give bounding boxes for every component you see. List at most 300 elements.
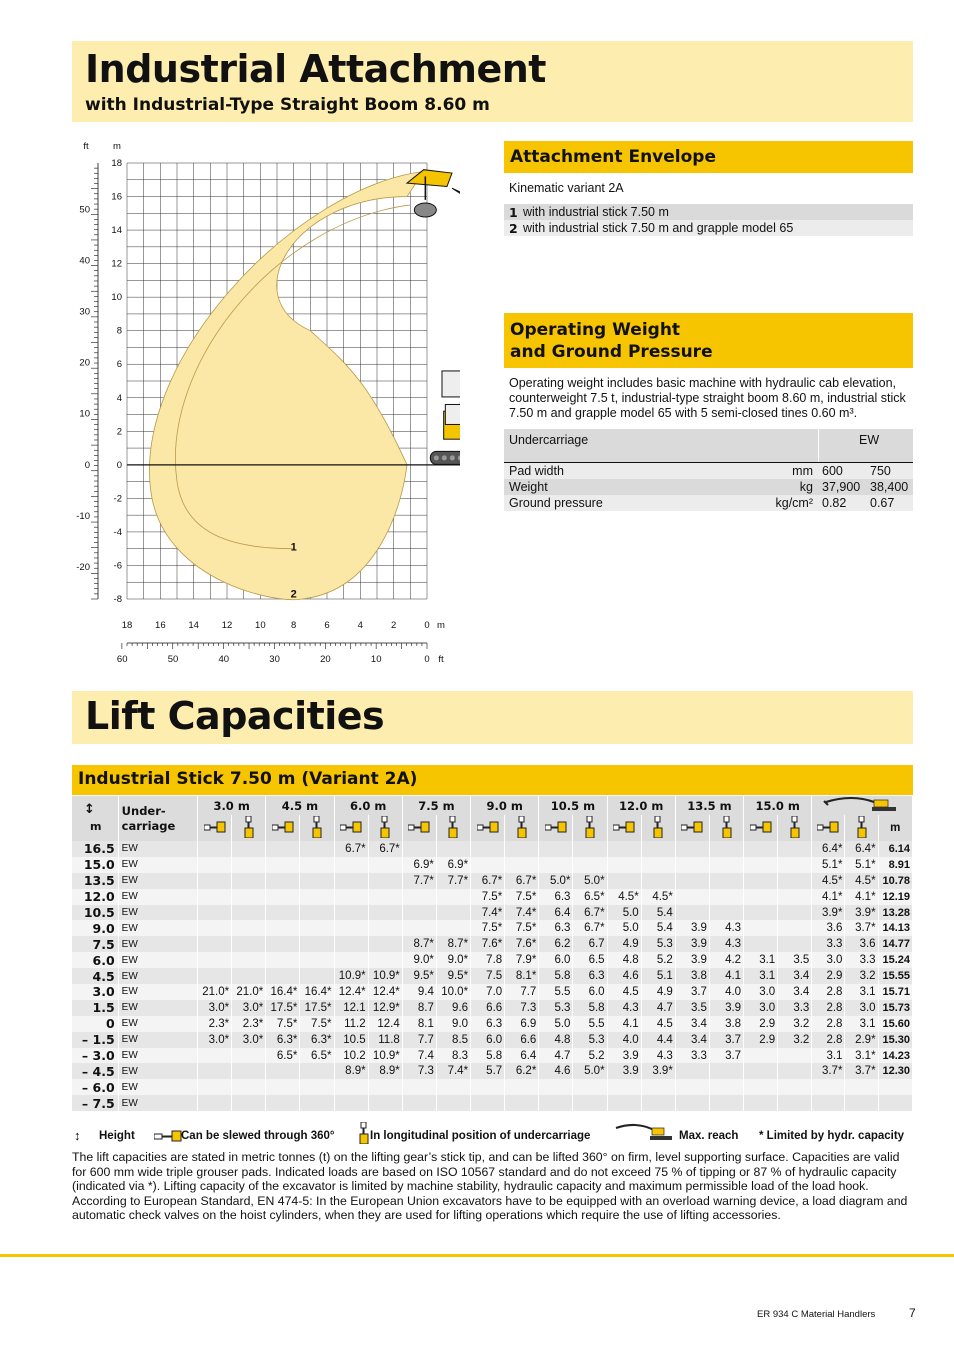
- footnote-p1: The lift capacities are stated in metric tonnes (t) on the lifting gear’s stick tip, and can be lifted 360° on firm, level supporting surface. Capacities are valid for 600 mm wide triple grouser pads. Indicated loads are based on ISO 10567 standard and do not exceed 75 % of tipping or 87 % of hydraulic capacity (indicated via *). Lifting capacity of the excavator is limited by machine stability, hydraulic capacity and maximum permissible load of the load hook.: [72, 1150, 900, 1194]
- capacity-cell: 3.7: [709, 1048, 743, 1064]
- capacity-cell: [573, 1079, 607, 1095]
- capacity-cell: 7.5*: [505, 920, 539, 936]
- attachment-envelope-diagram: [60, 135, 460, 670]
- radius-header: 12.0 m: [607, 796, 675, 815]
- ground-pressure-1: 0.82: [822, 496, 847, 510]
- table-row: [72, 857, 913, 873]
- y-tick-m: 12: [111, 258, 122, 270]
- footer-doc-title: ER 934 C Material Handlers: [757, 1309, 876, 1320]
- capacity-cell: [300, 936, 334, 952]
- capacity-cell: [539, 841, 573, 857]
- height-column-header: ↕ m: [72, 796, 118, 841]
- capacity-cell: 21.0*: [197, 984, 231, 1000]
- y-tick-ft: 40: [79, 255, 90, 267]
- capacity-cell: 7.4: [402, 1048, 436, 1064]
- y-tick-ft: 30: [79, 306, 90, 318]
- x-tick-ft: 20: [320, 654, 331, 665]
- capacity-cell: [232, 857, 266, 873]
- capacity-cell: [607, 857, 641, 873]
- capacity-cell: 3.1: [812, 1048, 845, 1064]
- capacity-cell: [402, 841, 436, 857]
- undercarriage-cell: EW: [118, 1048, 197, 1064]
- capacity-cell: [539, 857, 573, 873]
- title-band: [72, 41, 913, 122]
- undercarriage-column-header: Under- carriage: [118, 796, 197, 841]
- slew-icon: [204, 821, 226, 833]
- max-reach-cell: 10.78: [878, 873, 912, 889]
- capacity-cell: 3.6: [845, 936, 878, 952]
- capacity-cell: 4.6: [607, 968, 641, 984]
- slew-column-header: [266, 815, 300, 841]
- capacity-cell: 3.0: [744, 1000, 778, 1016]
- capacity-cell: [197, 857, 231, 873]
- capacity-cell: [232, 968, 266, 984]
- capacity-cell: [505, 857, 539, 873]
- height-cell: 16.5: [72, 841, 118, 857]
- y-tick-ft: 20: [79, 357, 90, 369]
- capacity-cell: 4.5*: [845, 873, 878, 889]
- radius-header: 6.0 m: [334, 796, 402, 815]
- capacity-cell: [197, 905, 231, 921]
- capacity-cell: [778, 841, 812, 857]
- capacity-cell: 6.3: [471, 1016, 505, 1032]
- undercarriage-cell: EW: [118, 936, 197, 952]
- capacity-cell: [368, 920, 402, 936]
- slew-icon: [750, 821, 772, 833]
- capacity-cell: 4.7: [539, 1048, 573, 1064]
- y-tick-m: 4: [116, 392, 122, 404]
- capacity-cell: 5.7: [471, 1063, 505, 1079]
- capacity-cell: 4.7: [641, 1000, 675, 1016]
- table-row: [72, 905, 913, 921]
- y-tick-ft: 10: [79, 408, 90, 420]
- capacity-cell: 3.9: [675, 936, 709, 952]
- capacity-cell: 7.8: [471, 952, 505, 968]
- capacity-cell: [368, 905, 402, 921]
- height-cell: 10.5: [72, 905, 118, 921]
- capacity-cell: [266, 1063, 300, 1079]
- undercarriage-cell: EW: [118, 1032, 197, 1048]
- capacity-cell: 8.3: [436, 1048, 470, 1064]
- curve-label-2: 2: [290, 588, 297, 601]
- radius-header: 4.5 m: [266, 796, 334, 815]
- table-row: [72, 1048, 913, 1064]
- longitudinal-column-header: [505, 815, 539, 841]
- capacity-cell: 5.0: [607, 905, 641, 921]
- radius-header: 15.0 m: [744, 796, 812, 815]
- table-row: [72, 841, 913, 857]
- capacity-cell: [436, 841, 470, 857]
- capacity-cell: [197, 841, 231, 857]
- pad-width-750: 750: [870, 464, 891, 478]
- capacity-cell: 3.1: [744, 968, 778, 984]
- capacity-cell: 7.5*: [300, 1016, 334, 1032]
- capacity-cell: [232, 905, 266, 921]
- capacity-cell: [300, 920, 334, 936]
- capacity-cell: 4.9: [641, 984, 675, 1000]
- height-icon: ↕: [84, 802, 95, 817]
- undercarriage-cell: EW: [118, 968, 197, 984]
- longitudinal-column-header: [573, 815, 607, 841]
- capacity-cell: [266, 857, 300, 873]
- capacity-cell: 11.2: [334, 1016, 368, 1032]
- capacity-cell: 3.2: [845, 968, 878, 984]
- capacity-cell: [812, 1079, 845, 1095]
- ground-pressure-label: Ground pressure: [509, 496, 603, 510]
- capacity-cell: [197, 1095, 231, 1111]
- capacity-cell: 8.7*: [436, 936, 470, 952]
- capacity-cell: 6.5*: [266, 1048, 300, 1064]
- capacity-cell: [505, 1095, 539, 1111]
- capacity-cell: [402, 1095, 436, 1111]
- capacity-cell: 3.1: [845, 984, 878, 1000]
- capacity-cell: 4.8: [539, 1032, 573, 1048]
- longitudinal-column-header: [436, 815, 470, 841]
- capacity-cell: 3.4: [778, 984, 812, 1000]
- x-tick-ft: 50: [167, 654, 179, 665]
- capacity-cell: 10.9*: [368, 1048, 402, 1064]
- capacity-cell: [197, 873, 231, 889]
- capacity-cell: 4.9: [607, 936, 641, 952]
- height-cell: 7.5: [72, 936, 118, 952]
- height-cell: 1.5: [72, 1000, 118, 1016]
- capacity-cell: [266, 889, 300, 905]
- capacity-cell: 4.3: [641, 1048, 675, 1064]
- longitudinal-icon: [517, 816, 527, 838]
- capacity-cell: [266, 905, 300, 921]
- capacity-cell: [778, 1048, 812, 1064]
- capacity-cell: 2.8: [812, 1000, 845, 1016]
- capacity-cell: 6.7: [573, 936, 607, 952]
- table-row: [72, 920, 913, 936]
- capacity-cell: 12.9*: [368, 1000, 402, 1016]
- y-tick-ft: 0: [84, 459, 90, 471]
- capacity-cell: [266, 968, 300, 984]
- capacity-cell: [197, 968, 231, 984]
- y-tick-m: 14: [111, 225, 122, 237]
- capacity-cell: 3.2: [778, 1032, 812, 1048]
- max-reach-cell: 15.24: [878, 952, 912, 968]
- capacity-cell: 17.5*: [300, 1000, 334, 1016]
- capacity-cell: 4.2: [709, 952, 743, 968]
- table-row: [72, 936, 913, 952]
- undercarriage-cell: EW: [118, 1016, 197, 1032]
- capacity-cell: [197, 889, 231, 905]
- capacity-cell: 6.4*: [845, 841, 878, 857]
- radius-header: 10.5 m: [539, 796, 607, 815]
- capacity-cell: [300, 1079, 334, 1095]
- capacity-cell: 5.0*: [539, 873, 573, 889]
- x-tick-ft: 0: [424, 654, 430, 665]
- capacity-cell: 3.0: [845, 1000, 878, 1016]
- slew-column-header: [471, 815, 505, 841]
- operating-weight-description: Operating weight includes basic machine with hydraulic cab elevation, counterweight 7.5 t, industrial-type straight boom 8.60 m, industrial stick 7.50 m and grapple model 65 with 5 semi-closed tines 0.60 m³.: [509, 376, 906, 420]
- capacity-cell: 6.3*: [266, 1032, 300, 1048]
- capacity-cell: 12.4*: [334, 984, 368, 1000]
- longitudinal-icon: [857, 816, 867, 838]
- slew-column-header: [675, 815, 709, 841]
- slew-icon: [477, 821, 499, 833]
- capacity-cell: [300, 1095, 334, 1111]
- undercarriage-cell: EW: [118, 1000, 197, 1016]
- capacity-cell: 8.7*: [402, 936, 436, 952]
- capacity-cell: [675, 857, 709, 873]
- capacity-cell: 3.0*: [197, 1032, 231, 1048]
- capacity-cell: 8.9*: [334, 1063, 368, 1079]
- capacity-cell: 2.9: [744, 1032, 778, 1048]
- capacity-cell: [845, 1095, 878, 1111]
- capacity-cell: 6.5*: [300, 1048, 334, 1064]
- capacity-cell: [232, 889, 266, 905]
- capacity-cell: 3.1*: [845, 1048, 878, 1064]
- capacity-cell: 4.5*: [812, 873, 845, 889]
- longitudinal-icon: [653, 816, 663, 838]
- table-row: [72, 873, 913, 889]
- undercarriage-cell: EW: [118, 873, 197, 889]
- capacity-cell: 3.3: [675, 1048, 709, 1064]
- capacity-cell: 4.0: [709, 984, 743, 1000]
- capacity-cell: 17.5*: [266, 1000, 300, 1016]
- max-reach-cell: 12.30: [878, 1063, 912, 1079]
- capacity-cell: 3.7*: [812, 1063, 845, 1079]
- radius-header: 9.0 m: [471, 796, 539, 815]
- capacity-cell: 12.4: [368, 1016, 402, 1032]
- capacity-cell: [368, 1079, 402, 1095]
- capacity-cell: [300, 1063, 334, 1079]
- capacity-cell: [232, 1048, 266, 1064]
- slew-icon: [681, 821, 703, 833]
- capacity-cell: [402, 920, 436, 936]
- y-tick-m: 2: [116, 426, 122, 438]
- capacity-cell: 6.3: [539, 920, 573, 936]
- max-reach-cell: 14.23: [878, 1048, 912, 1064]
- capacity-cell: 3.7: [709, 1032, 743, 1048]
- capacity-cell: 3.0: [744, 984, 778, 1000]
- capacity-cell: [675, 1095, 709, 1111]
- capacity-cell: 7.5*: [471, 889, 505, 905]
- legend-limited: * Limited by hydr. capacity: [759, 1130, 905, 1142]
- longitudinal-column-header: [368, 815, 402, 841]
- longitudinal-column-header: [641, 815, 675, 841]
- capacity-cell: 6.9*: [436, 857, 470, 873]
- capacity-cell: 6.6: [471, 1000, 505, 1016]
- x-tick-ft: 10: [370, 654, 382, 665]
- capacity-cell: [675, 873, 709, 889]
- capacity-cell: [197, 920, 231, 936]
- capacity-cell: 4.6: [539, 1063, 573, 1079]
- capacity-cell: 6.2: [539, 936, 573, 952]
- capacity-cell: [197, 1063, 231, 1079]
- capacity-cell: 5.5: [573, 1016, 607, 1032]
- capacity-cell: 4.1: [607, 1016, 641, 1032]
- capacity-cell: [334, 889, 368, 905]
- weight-value-1: 37,900: [822, 480, 861, 494]
- capacity-cell: 3.1: [845, 1016, 878, 1032]
- capacity-cell: [368, 889, 402, 905]
- capacity-cell: 3.9*: [812, 905, 845, 921]
- capacity-cell: 5.4: [641, 905, 675, 921]
- capacity-cell: 9.4: [402, 984, 436, 1000]
- capacity-cell: [709, 857, 743, 873]
- table-row: [72, 952, 913, 968]
- capacity-cell: 4.4: [641, 1032, 675, 1048]
- capacity-cell: [436, 889, 470, 905]
- capacity-cell: [778, 920, 812, 936]
- capacity-cell: 4.0: [607, 1032, 641, 1048]
- axis-unit-ft: ft: [83, 141, 89, 152]
- capacity-cell: [744, 889, 778, 905]
- capacity-cell: 7.6*: [471, 936, 505, 952]
- capacity-cell: 5.8: [539, 968, 573, 984]
- capacity-cell: 3.0*: [232, 1032, 266, 1048]
- capacity-cell: [232, 1079, 266, 1095]
- capacity-cell: 3.6: [812, 920, 845, 936]
- capacity-cell: 6.7*: [334, 841, 368, 857]
- capacity-cell: 7.0: [471, 984, 505, 1000]
- capacity-cell: 3.3: [845, 952, 878, 968]
- capacity-cell: [266, 936, 300, 952]
- capacity-cell: [266, 952, 300, 968]
- capacity-cell: 5.3: [641, 936, 675, 952]
- capacity-cell: [334, 1095, 368, 1111]
- table-row: [72, 1016, 913, 1032]
- capacity-cell: [232, 1095, 266, 1111]
- capacity-cell: [197, 1079, 231, 1095]
- capacity-cell: [368, 857, 402, 873]
- max-reach-cell: 15.73: [878, 1000, 912, 1016]
- undercarriage-cell: EW: [118, 1063, 197, 1079]
- capacity-cell: 3.7: [675, 984, 709, 1000]
- capacity-cell: 7.4*: [471, 905, 505, 921]
- radius-header: 7.5 m: [402, 796, 470, 815]
- capacity-cell: 3.8: [675, 968, 709, 984]
- capacity-cell: [675, 889, 709, 905]
- capacity-cell: [471, 841, 505, 857]
- slew-column-header: [402, 815, 436, 841]
- capacity-cell: 4.3: [607, 1000, 641, 1016]
- slew-icon: [408, 821, 430, 833]
- capacity-cell: 6.7*: [573, 905, 607, 921]
- capacity-cell: [436, 1095, 470, 1111]
- capacity-cell: [505, 1079, 539, 1095]
- capacity-cell: 3.9: [675, 920, 709, 936]
- capacity-cell: 7.3: [505, 1000, 539, 1016]
- capacity-cell: 4.1*: [812, 889, 845, 905]
- x-tick-m: 4: [357, 620, 363, 631]
- capacity-cell: 6.0: [539, 952, 573, 968]
- undercarriage-cell: EW: [118, 841, 197, 857]
- capacity-cell: [232, 936, 266, 952]
- capacity-cell: 7.4*: [505, 905, 539, 921]
- capacity-cell: 5.5: [539, 984, 573, 1000]
- capacity-cell: [232, 1063, 266, 1079]
- longitudinal-icon: [790, 816, 800, 838]
- capacity-cell: [744, 905, 778, 921]
- capacity-cell: [402, 1079, 436, 1095]
- capacity-cell: [778, 1079, 812, 1095]
- longitudinal-icon: [722, 816, 732, 838]
- ground-pressure-2: 0.67: [870, 496, 895, 510]
- undercarriage-cell: EW: [118, 905, 197, 921]
- y-tick-m: 16: [111, 191, 122, 203]
- capacity-cell: 7.7: [505, 984, 539, 1000]
- capacity-cell: 8.5: [436, 1032, 470, 1048]
- capacity-cell: 4.8: [607, 952, 641, 968]
- capacity-cell: 6.6: [505, 1032, 539, 1048]
- capacity-cell: 16.4*: [266, 984, 300, 1000]
- capacity-cell: [641, 873, 675, 889]
- capacity-cell: 2.9*: [845, 1032, 878, 1048]
- capacity-cell: [778, 873, 812, 889]
- capacity-cell: 6.4: [505, 1048, 539, 1064]
- capacity-cell: 3.4: [675, 1032, 709, 1048]
- y-tick-m: 8: [116, 325, 122, 337]
- ground-pressure-unit: kg/cm²: [775, 496, 813, 510]
- capacity-cell: [334, 873, 368, 889]
- capacity-cell: 9.5*: [402, 968, 436, 984]
- capacity-cell: 6.7*: [505, 873, 539, 889]
- x-tick-m: 12: [221, 620, 233, 631]
- capacity-cell: [812, 1095, 845, 1111]
- cab: [445, 404, 460, 424]
- slew-column-header: [197, 815, 231, 841]
- y-tick-ft: -10: [76, 510, 90, 522]
- y-tick-m: 18: [111, 158, 122, 169]
- longitudinal-icon: [244, 816, 254, 838]
- capacity-cell: 5.1*: [845, 857, 878, 873]
- max-reach-icon: [822, 796, 902, 812]
- y-tick-m: -8: [113, 594, 122, 605]
- x-tick-ft: 40: [218, 654, 230, 665]
- capacity-cell: 7.7*: [436, 873, 470, 889]
- capacity-cell: 4.1: [709, 968, 743, 984]
- capacity-cell: [300, 968, 334, 984]
- undercarriage-label: Undercarriage: [509, 433, 589, 447]
- table-row: [72, 1063, 913, 1079]
- x-tick-m: 8: [291, 620, 297, 631]
- max-reach-cell: [878, 1079, 912, 1095]
- weight-label: Weight: [509, 480, 548, 494]
- curve-label-1: 1: [290, 541, 297, 554]
- page-title: Industrial Attachment: [85, 47, 546, 91]
- table-row: [72, 1095, 913, 1111]
- capacity-cell: 2.3*: [232, 1016, 266, 1032]
- capacity-cell: [641, 857, 675, 873]
- capacity-cell: 2.8: [812, 1016, 845, 1032]
- capacity-cell: 4.5*: [641, 889, 675, 905]
- capacity-cell: 3.0*: [197, 1000, 231, 1016]
- capacity-cell: [368, 936, 402, 952]
- capacity-cell: [334, 920, 368, 936]
- capacity-cell: 3.1: [744, 952, 778, 968]
- capacity-cell: [266, 920, 300, 936]
- footnote: [72, 1150, 914, 1223]
- y-tick-m: -4: [113, 526, 122, 538]
- capacity-cell: [573, 1095, 607, 1111]
- capacity-cell: 9.0*: [436, 952, 470, 968]
- operating-weight-heading: Operating Weight and Ground Pressure: [504, 313, 913, 368]
- slew-icon: [613, 821, 635, 833]
- capacity-cell: 5.0*: [573, 873, 607, 889]
- capacity-cell: [539, 1095, 573, 1111]
- slew-column-header: [812, 815, 845, 841]
- capacity-cell: 10.9*: [368, 968, 402, 984]
- max-reach-cell: 15.55: [878, 968, 912, 984]
- max-reach-header: [812, 796, 913, 815]
- slew-column-header: [744, 815, 778, 841]
- capacity-cell: 4.5: [607, 984, 641, 1000]
- undercarriage-cell: EW: [118, 920, 197, 936]
